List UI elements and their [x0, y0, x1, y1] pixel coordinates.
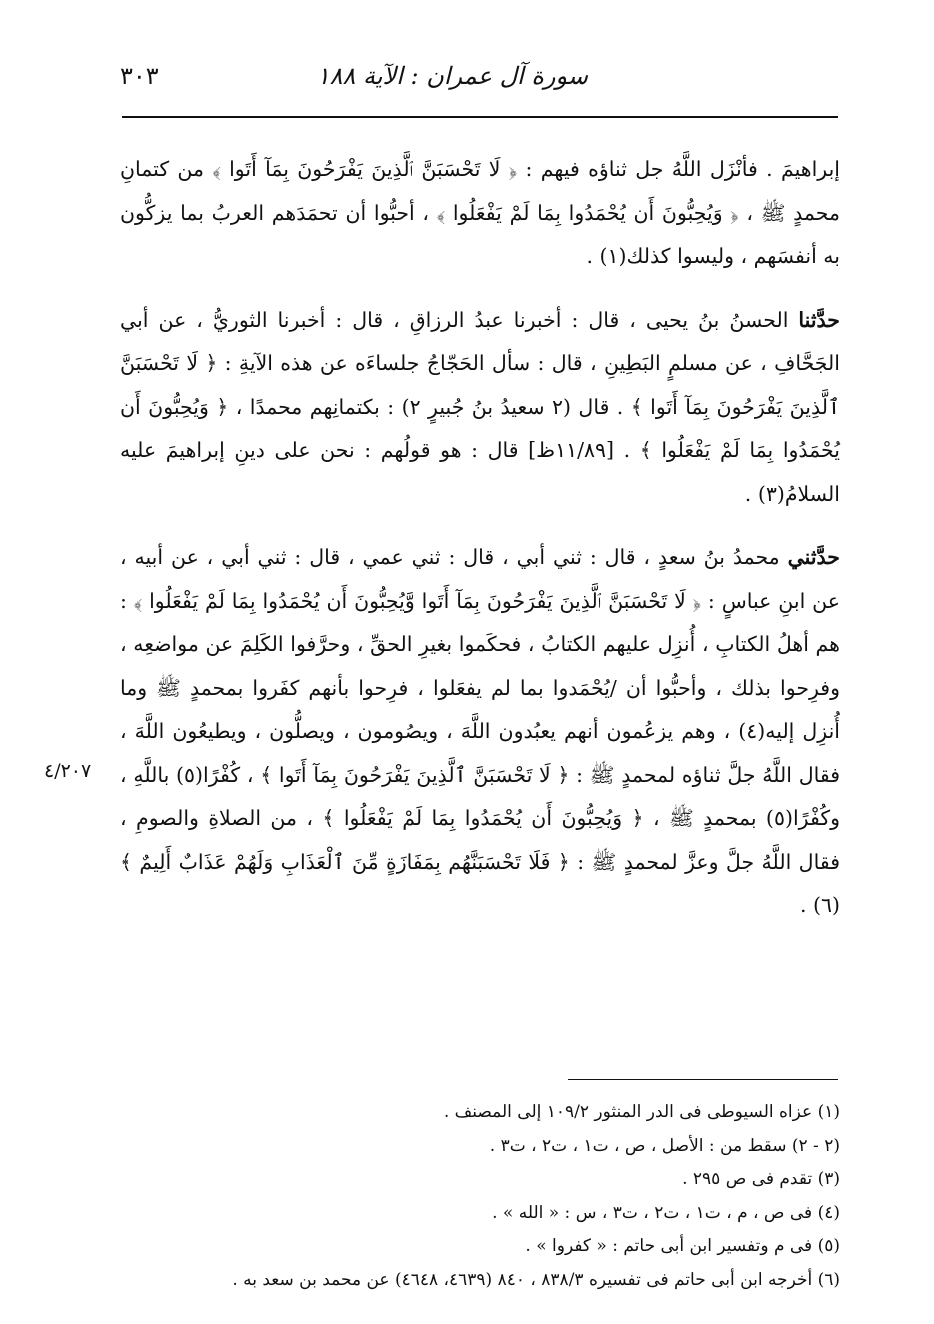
- paragraph-lead: حدَّثني: [787, 545, 840, 569]
- paragraph-1: [120, 148, 840, 279]
- footnote-5: (٥) فى م وتفسير ابن أبى حاتم : « كفروا » .: [525, 1236, 840, 1256]
- running-title: سورة آل عمران : الآية ١٨٨: [316, 62, 588, 90]
- margin-reference: ٤/٢٠٧: [44, 760, 92, 782]
- paragraph-3: [120, 536, 840, 928]
- footnote-rule: [568, 1079, 838, 1080]
- main-text: [120, 148, 840, 928]
- footnotes: [150, 1096, 840, 1297]
- footnote-3: (٣) تقدم فى ص ٢٩٥ .: [682, 1169, 840, 1189]
- paragraph-text: الحسنُ بنُ يحيى ، قال : أخبرنا عبدُ الرزاقِ ، قال : أخبرنا الثوريُّ ، عن أبي الجَحَّافِ ، عن مسلمٍ البَطِينِ ، قال : سأل الحَجّاجُ جلساءَه عن هذه الآيةِ : ﴿ لَا تَحْسَبَنَّ ٱلَّذِينَ يَفْرَحُونَ بِمَآ أَتَوا ﴾ . قال (٢ سعيدُ بنُ جُبيرٍ ٢) : بكتمانِهم محمدًا ، ﴿ وَيُحِبُّونَ أَن يُحْمَدُوا بِمَا لَمْ يَفْعَلُوا ﴾ . [١١/٨٩ظ] قال : هو قولُهم : نحن على دينِ إبراهيمَ عليه السلامُ(٣) .: [120, 307, 840, 506]
- paragraph-text: محمدُ بنُ سعدٍ ، قال : ثني أبي ، قال : ثني عمي ، قال : ثني أبي ، عن أبيه ، عن ابنِ عباسٍ : ﴿ لَا تَحْسَبَنَّ ٱلَّذِينَ يَفْرَحُونَ بِمَآ أَتَوا وَّيُحِبُّونَ أَن يُحْمَدُوا بِمَا لَمْ يَفْعَلُوا ﴾ : هم أهلُ الكتابِ ، أُنزِل عليهم الكتابُ ، فحكَموا بغيرِ الحقِّ ، وحرَّفوا الكَلِمَ عن مواضعِه ، وفرِحوا بذلك ، وأحبُّوا أن /يُحْمَدوا بما لم يفعَلوا ، فرِحوا بأنهم كفَروا بمحمدٍ ﷺ وما أُنزِل إليه(٤) ، وهم يزعُمون أنهم يعبُدون اللَّهَ ، ويصُومون ، ويصلُّون ، ويطيعُون اللَّهَ ، فقال اللَّهُ جلَّ ثناؤه لمحمدٍ ﷺ : ﴿ لَا تَحْسَبَنَّ ٱلَّذِينَ يَفْرَحُونَ بِمَآ أَتَوا ﴾ ، كُفْرًا(٥) باللَّهِ ، وكُفْرًا(٥) بمحمدٍ ﷺ ، ﴿ وَيُحِبُّونَ أَن يُحْمَدُوا بِمَا لَمْ يَفْعَلُوا ﴾ ، من الصلاةِ والصومِ ، فقال اللَّهُ جلَّ وعزَّ لمحمدٍ ﷺ : ﴿ فَلَا تَحْسَبَنَّهُم بِمَفَازَةٍ مِّنَ ٱلْعَذَابِ وَلَهُمْ عَذَابٌ أَلِيمٌ ﴾(٦) .: [120, 545, 841, 917]
- footnote-2: (٢ - ٢) سقط من : الأصل ، ص ، ت١ ، ت٢ ، ت٣ .: [489, 1135, 840, 1156]
- page-header: [120, 58, 838, 108]
- paragraph-2: [120, 299, 840, 517]
- footnote-6: (٦) أخرجه ابن أبى حاتم فى تفسيره ٨٣٨/٣ ، ٨٤٠ (٤٦٣٩، ٤٦٤٨) عن محمد بن سعد به .: [232, 1269, 840, 1290]
- page-number: ٣٠٣: [120, 62, 159, 90]
- paragraph-lead: حدَّثنا: [798, 307, 840, 332]
- paragraph-text: إبراهيمَ . فأنْزَل اللَّهُ جل ثناؤه فيهم : ﴿ لَا تَحْسَبَنَّ ٱلَّذِينَ يَفْرَحُونَ بِمَآ أَتَوا ﴾ من كتمانِ محمدٍ ﷺ ، ﴿ وَيُحِبُّونَ أَن يُحْمَدُوا بِمَا لَمْ يَفْعَلُوا ﴾ ، أحبُّوا أن تحمَدَهم العربُ بما يزكُّون به أنفسَهم ، وليسوا كذلك(١) .: [120, 157, 840, 268]
- header-rule: [122, 116, 838, 118]
- footnote-4: (٤) فى ص ، م ، ت١ ، ت٢ ، ت٣ ، س : « الله » .: [492, 1202, 840, 1223]
- footnote-1: (١) عزاه السيوطى فى الدر المنثور ١٠٩/٢ إلى المصنف .: [443, 1102, 840, 1122]
